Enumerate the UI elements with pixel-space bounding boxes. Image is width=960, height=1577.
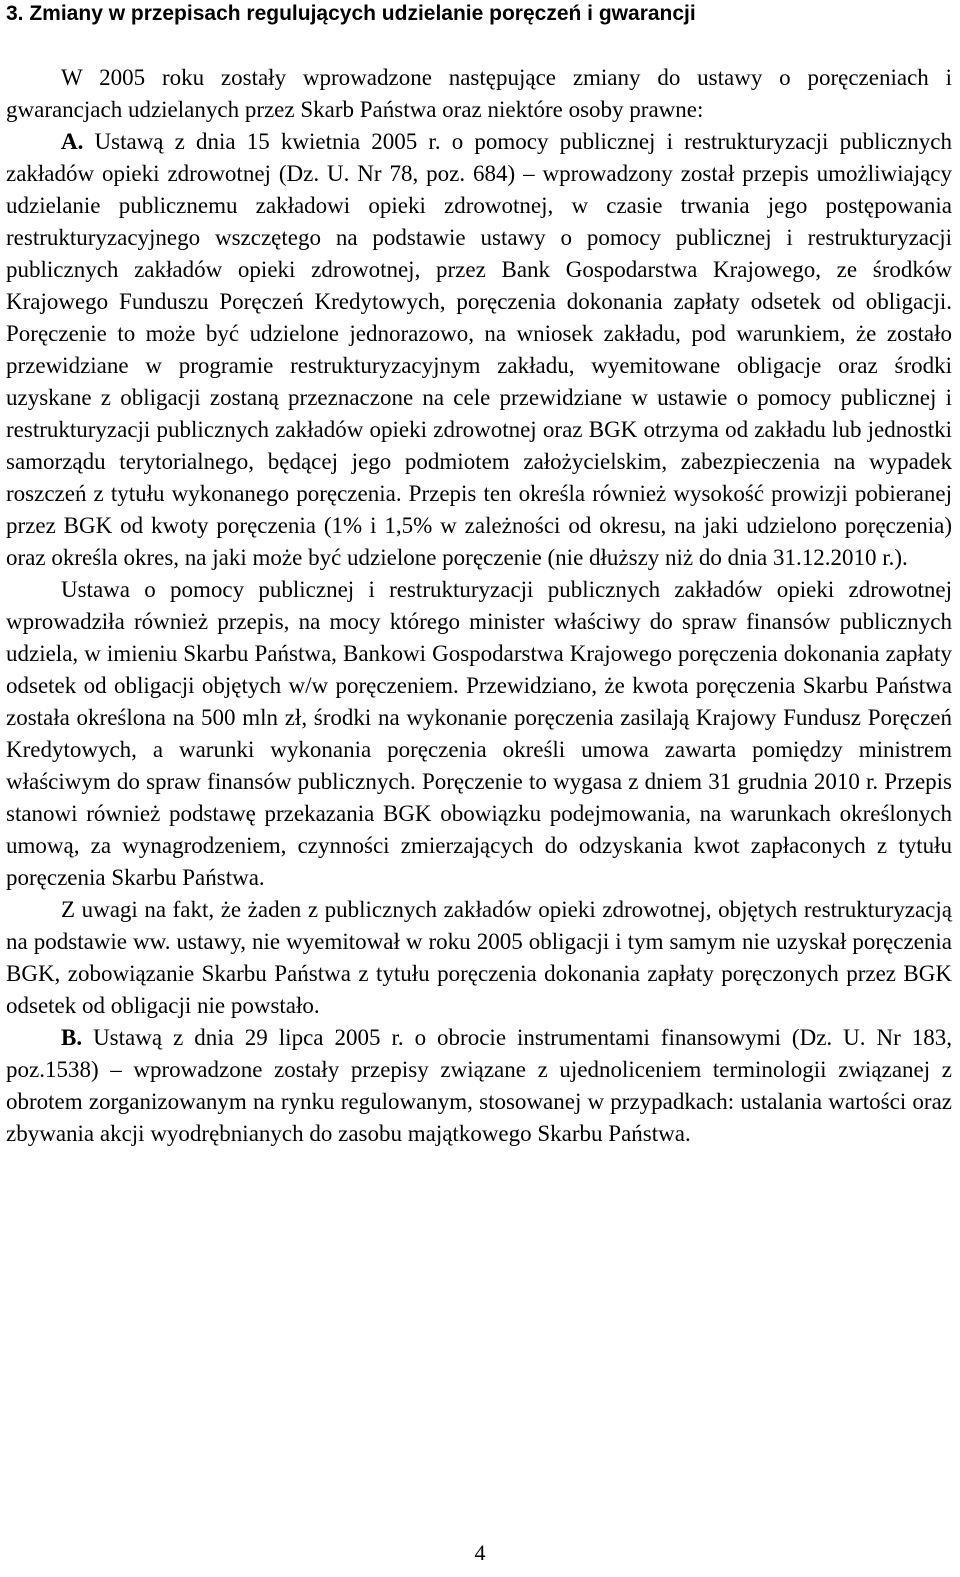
intro-paragraph: W 2005 roku zostały wprowadzone następujące zmiany do ustawy o poręczeniach i gwarancjach udzielanych przez Skarb Państwa oraz niektóre osoby prawne: — [6, 65, 952, 122]
section-a-paragraph-2: Ustawa o pomocy publicznej i restrukturyzacji publicznych zakładów opieki zdrowotnej wprowadziła również przepis, na mocy którego minister właściwy do spraw finansów publicznych udziela, w imieniu Skarbu Państwa, Bankowi Gospodarstwa Krajowego poręczenia dokonania zapłaty odsetek od obligacji objętych w/w poręczeniem. Przewidziano, że kwota poręczenia Skarbu Państwa została określona na 500 mln zł, środki na wykonanie poręczenia zasilają Krajowy Fundusz Poręczeń Kredytowych, a warunki wykonania poręczenia określi umowa zawarta pomiędzy ministrem właściwym do spraw finansów publicznych. Poręczenie to wygasa z dniem 31 grudnia 2010 r. Przepis stanowi również podstawę przekazania BGK obowiązku podejmowania, na warunkach określonych umową, za wynagrodzeniem, czynności zmierzających do odzyskania kwot zapłaconych z tytułu poręczenia Skarbu Państwa. — [6, 577, 952, 890]
section-a-text: Ustawą z dnia 15 kwietnia 2005 r. o pomocy publicznej i restrukturyzacji publicznych zakładów opieki zdrowotnej (Dz. U. Nr 78, poz. 684) – wprowadzony został przepis umożliwiający udzielanie publicznemu zakładowi opieki zdrowotnej, w czasie trwania jego postępowania restrukturyzacyjnego wszczętego na podstawie ustawy o pomocy publicznej i restrukturyzacji publicznych zakładów opieki zdrowotnej, przez Bank Gospodarstwa Krajowego, ze środków Krajowego Funduszu Poręczeń Kredytowych, poręczenia dokonania zapłaty odsetek od obligacji. Poręczenie to może być udzielone jednorazowo, na wniosek zakładu, pod warunkiem, że zostało przewidziane w programie restrukturyzacyjnym zakładu, wyemitowane obligacje oraz środki uzyskane z obligacji zostaną przeznaczone na cele przewidziane w ustawie o pomocy publicznej i restrukturyzacji publicznych zakładów opieki zdrowotnej oraz BGK otrzyma od zakładu lub jednostki samorządu terytorialnego, będącej jego podmiotem założycielskim, zabezpieczenia na wypadek roszczeń z tytułu wykonanego poręczenia. Przepis ten określa również wysokość prowizji pobieranej przez BGK od kwoty poręczenia (1% i 1,5% w zależności od okresu, na jaki udzielono poręczenia) oraz określa okres, na jaki może być udzielone poręczenie (nie dłuższy niż do dnia 31.12.2010 r.). — [6, 129, 952, 570]
section-b-paragraph — [6, 1022, 952, 1150]
section-a-paragraph-3: Z uwagi na fakt, że żaden z publicznych zakładów opieki zdrowotnej, objętych restrukturyzacją na podstawie ww. ustawy, nie wyemitował w roku 2005 obligacji i tym samym nie uzyskał poręczenia BGK, zobowiązanie Skarbu Państwa z tytułu poręczenia dokonania zapłaty poręczonych przez BGK odsetek od obligacji nie powstało. — [6, 897, 952, 1018]
section-a-paragraph — [6, 126, 952, 574]
section-heading: 3. Zmiany w przepisach regulujących udzielanie poręczeń i gwarancji — [6, 2, 696, 25]
document-page — [6, 0, 952, 1150]
section-b-marker: B. — [61, 1025, 83, 1050]
section-a-marker: A. — [61, 129, 84, 154]
page-number: 4 — [474, 1540, 486, 1565]
section-b-text: Ustawą z dnia 29 lipca 2005 r. o obrocie instrumentami finansowymi (Dz. U. Nr 183, poz.1538) – wprowadzone zostały przepisy związane z ujednoliceniem terminologii związanej z obrotem zorganizowanym na rynku regulowanym, stosowanej w przypadkach: ustalania wartości oraz zbywania akcji wyodrębnianych do zasobu majątkowego Skarbu Państwa. — [6, 1025, 952, 1146]
